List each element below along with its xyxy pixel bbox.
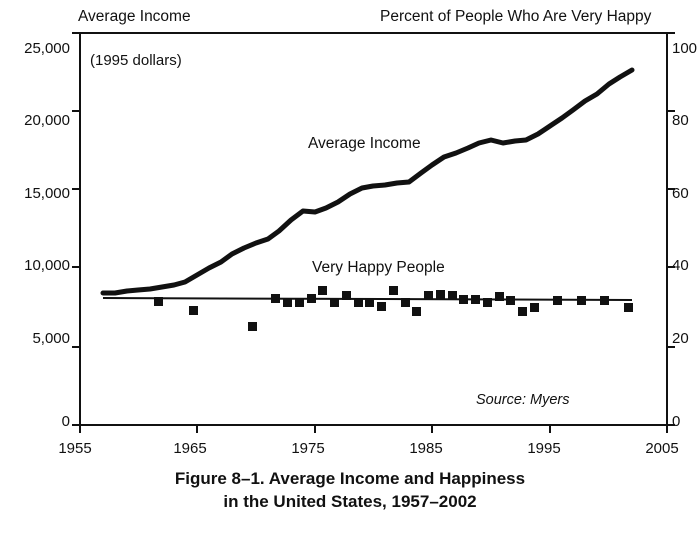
- x-tick-2005: 2005: [645, 440, 679, 457]
- caption-line-1: Figure 8–1. Average Income and Happiness: [174, 469, 526, 488]
- right-axis-title: Percent of People Who Are Very Happy: [380, 8, 652, 25]
- x-tick-1985: 1985: [409, 440, 443, 457]
- left-axis-ticks: [72, 33, 80, 425]
- left-axis-title: Average Income: [78, 8, 191, 25]
- series-very-happy-points: [154, 286, 633, 331]
- y-tick-10000: 10,000: [24, 257, 70, 274]
- caption-line-2: in the United States, 1957–2002: [223, 491, 477, 511]
- x-axis-ticks: [80, 425, 667, 433]
- x-tick-1955: 1955: [58, 440, 92, 457]
- very-happy-annotation: Very Happy People: [312, 259, 445, 276]
- plot-frame: [80, 33, 667, 425]
- y-tick-15000: 15,000: [24, 185, 70, 202]
- y-tick-25000: 25,000: [24, 40, 70, 57]
- dollars-note: (1995 dollars): [90, 52, 182, 69]
- x-tick-1975: 1975: [291, 440, 325, 457]
- figure-caption: [0, 468, 700, 514]
- x-tick-1965: 1965: [173, 440, 207, 457]
- x-tick-1995: 1995: [527, 440, 561, 457]
- right-axis-ticks: [667, 33, 675, 425]
- y-tick-5000: 5,000: [32, 330, 70, 347]
- y2-tick-60: 60: [672, 185, 689, 202]
- y2-tick-40: 40: [672, 257, 689, 274]
- y2-tick-100: 100: [672, 40, 698, 57]
- y-tick-20000: 20,000: [24, 112, 70, 129]
- source-note: Source: Myers: [476, 392, 570, 408]
- y-tick-0: 0: [61, 413, 70, 430]
- y2-tick-0: 0: [672, 413, 681, 430]
- y2-tick-20: 20: [672, 330, 689, 347]
- average-income-annotation: Average Income: [308, 135, 421, 152]
- y2-tick-80: 80: [672, 112, 689, 129]
